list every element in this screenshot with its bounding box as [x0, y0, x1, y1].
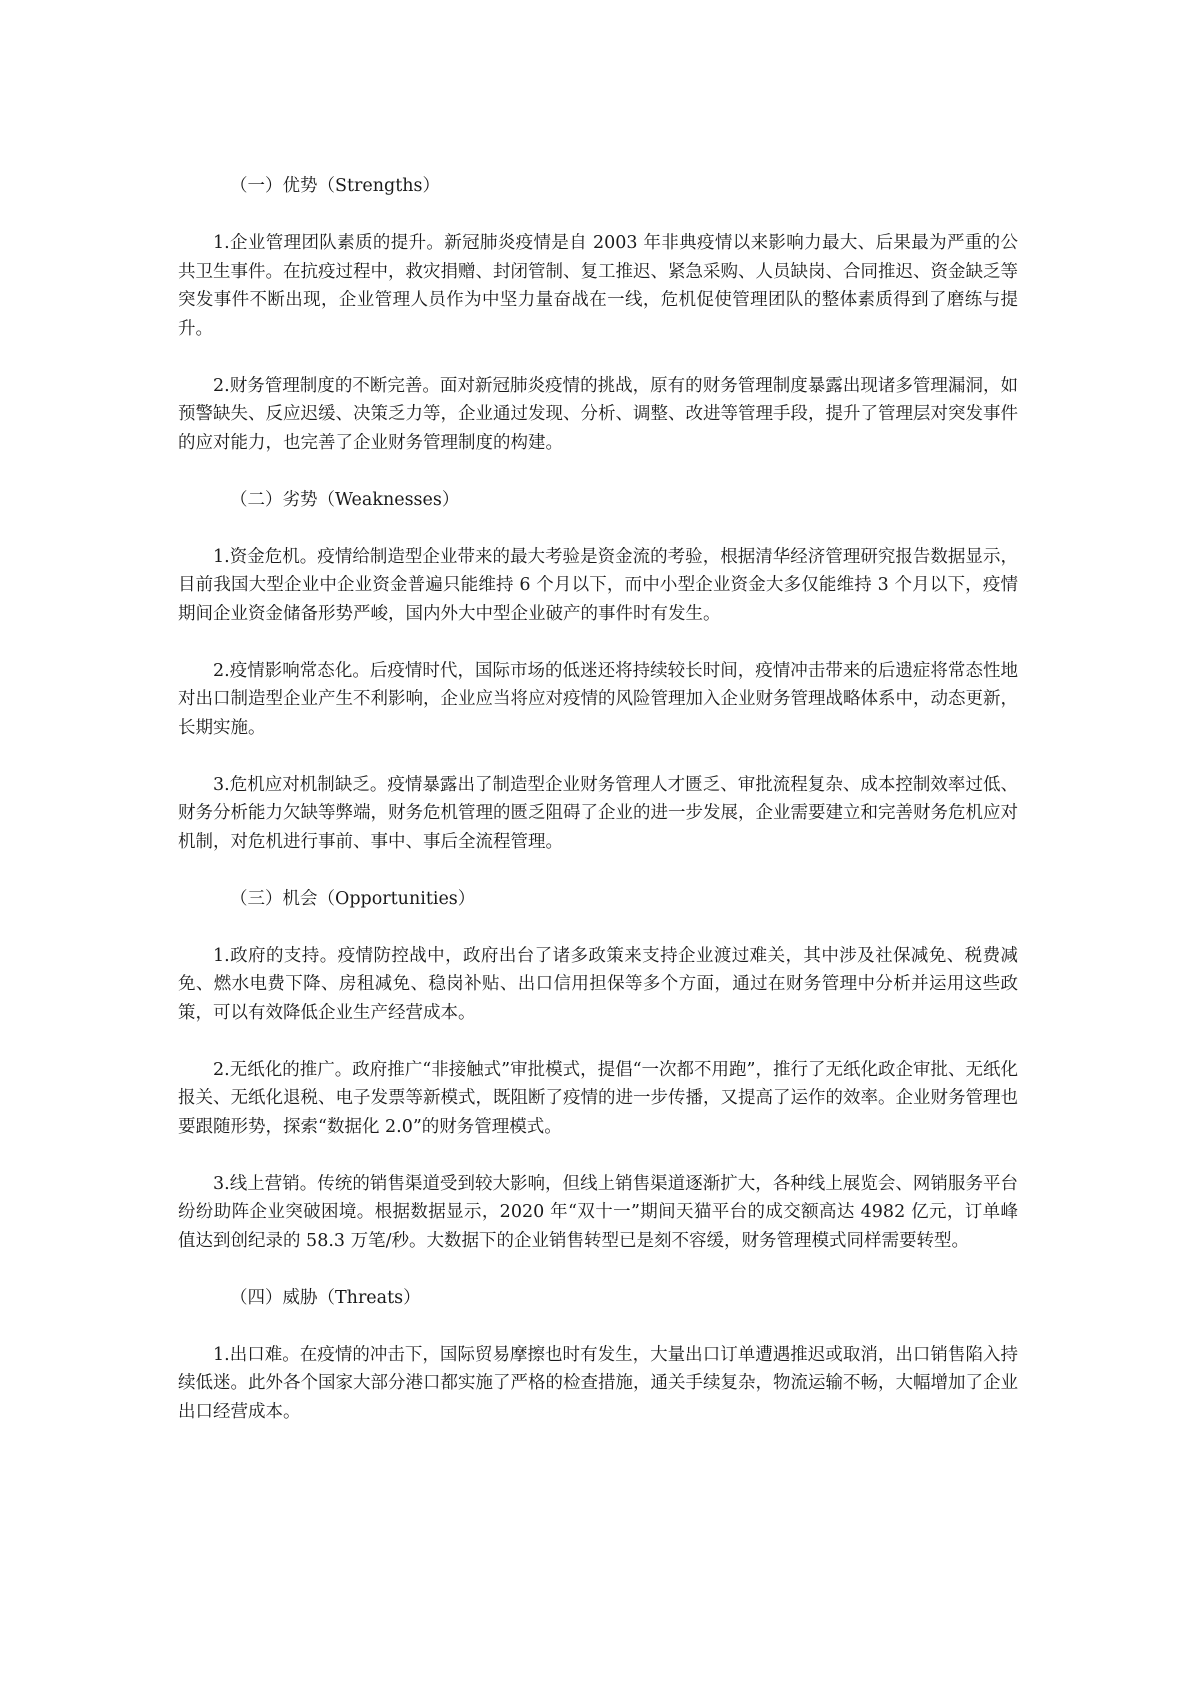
paragraph-strengths-2: 2.财务管理制度的不断完善。面对新冠肺炎疫情的挑战，原有的财务管理制度暴露出现诸多管理漏洞，如预警缺失、反应迟缓、决策乏力等，企业通过发现、分析、调整、改进等管理手段，提升了管理层对突发事件的应对能力，也完善了企业财务管理制度的构建。 — [178, 375, 1018, 453]
document-body — [178, 172, 1018, 1426]
section-heading-opportunities: （三）机会（Opportunities） — [230, 888, 476, 909]
section-heading-strengths: （一）优势（Strengths） — [230, 176, 440, 196]
paragraph-weaknesses-2: 2.疫情影响常态化。后疫情时代，国际市场的低迷还将持续较长时间，疫情冲击带来的后遗症将常态性地对出口制造型企业产生不利影响，企业应当将应对疫情的风险管理加入企业财务管理战略体系中，动态更新，长期实施。 — [178, 660, 1018, 738]
paragraph-threats-1: 1.出口难。在疫情的冲击下，国际贸易摩擦也时有发生，大量出口订单遭遇推迟或取消，出口销售陷入持续低迷。此外各个国家大部分港口都实施了严格的检查措施，通关手续复杂，物流运输不畅，大幅增加了企业出口经营成本。 — [178, 1344, 1018, 1422]
paragraph-opportunities-2: 2.无纸化的推广。政府推广“非接触式”审批模式，提倡“一次都不用跑”，推行了无纸化政企审批、无纸化报关、无纸化退税、电子发票等新模式，既阻断了疫情的进一步传播，又提高了运作的效率。企业财务管理也要跟随形势，探索“数据化 2.0”的财务管理模式。 — [178, 1059, 1018, 1137]
section-heading-threats: （四）威胁（Threats） — [230, 1287, 421, 1308]
paragraph-strengths-1: 1.企业管理团队素质的提升。新冠肺炎疫情是自 2003 年非典疫情以来影响力最大、后果最为严重的公共卫生事件。在抗疫过程中，救灾捐赠、封闭管制、复工推迟、紧急采购、人员缺岗、合同推迟、资金缺乏等突发事件不断出现，企业管理人员作为中坚力量奋战在一线，危机促使管理团队的整体素质得到了磨练与提升。 — [178, 233, 1018, 339]
paragraph-weaknesses-3: 3.危机应对机制缺乏。疫情暴露出了制造型企业财务管理人才匮乏、审批流程复杂、成本控制效率过低、财务分析能力欠缺等弊端，财务危机管理的匮乏阻碍了企业的进一步发展，企业需要建立和完善财务危机应对机制，对危机进行事前、事中、事后全流程管理。 — [178, 774, 1018, 852]
section-heading-weaknesses: （二）劣势（Weaknesses） — [230, 489, 460, 510]
paragraph-opportunities-1: 1.政府的支持。疫情防控战中，政府出台了诸多政策来支持企业渡过难关，其中涉及社保减免、税费减免、燃水电费下降、房租减免、稳岗补贴、出口信用担保等多个方面，通过在财务管理中分析并运用这些政策，可以有效降低企业生产经营成本。 — [178, 945, 1018, 1023]
paragraph-weaknesses-1: 1.资金危机。疫情给制造型企业带来的最大考验是资金流的考验，根据清华经济管理研究报告数据显示，目前我国大型企业中企业资金普遍只能维持 6 个月以下，而中小型企业资金大多仅能维持 3 个月以下，疫情期间企业资金储备形势严峻，国内外大中型企业破产的事件时有发生。 — [178, 546, 1018, 624]
paragraph-opportunities-3: 3.线上营销。传统的销售渠道受到较大影响，但线上销售渠道逐渐扩大，各种线上展览会、网销服务平台纷纷助阵企业突破困境。根据数据显示，2020 年“双十一”期间天猫平台的成交额高达 4982 亿元，订单峰值达到创纪录的 58.3 万笔/秒。大数据下的企业销售转型已是刻不容缓，财务管理模式同样需要转型。 — [178, 1173, 1018, 1251]
